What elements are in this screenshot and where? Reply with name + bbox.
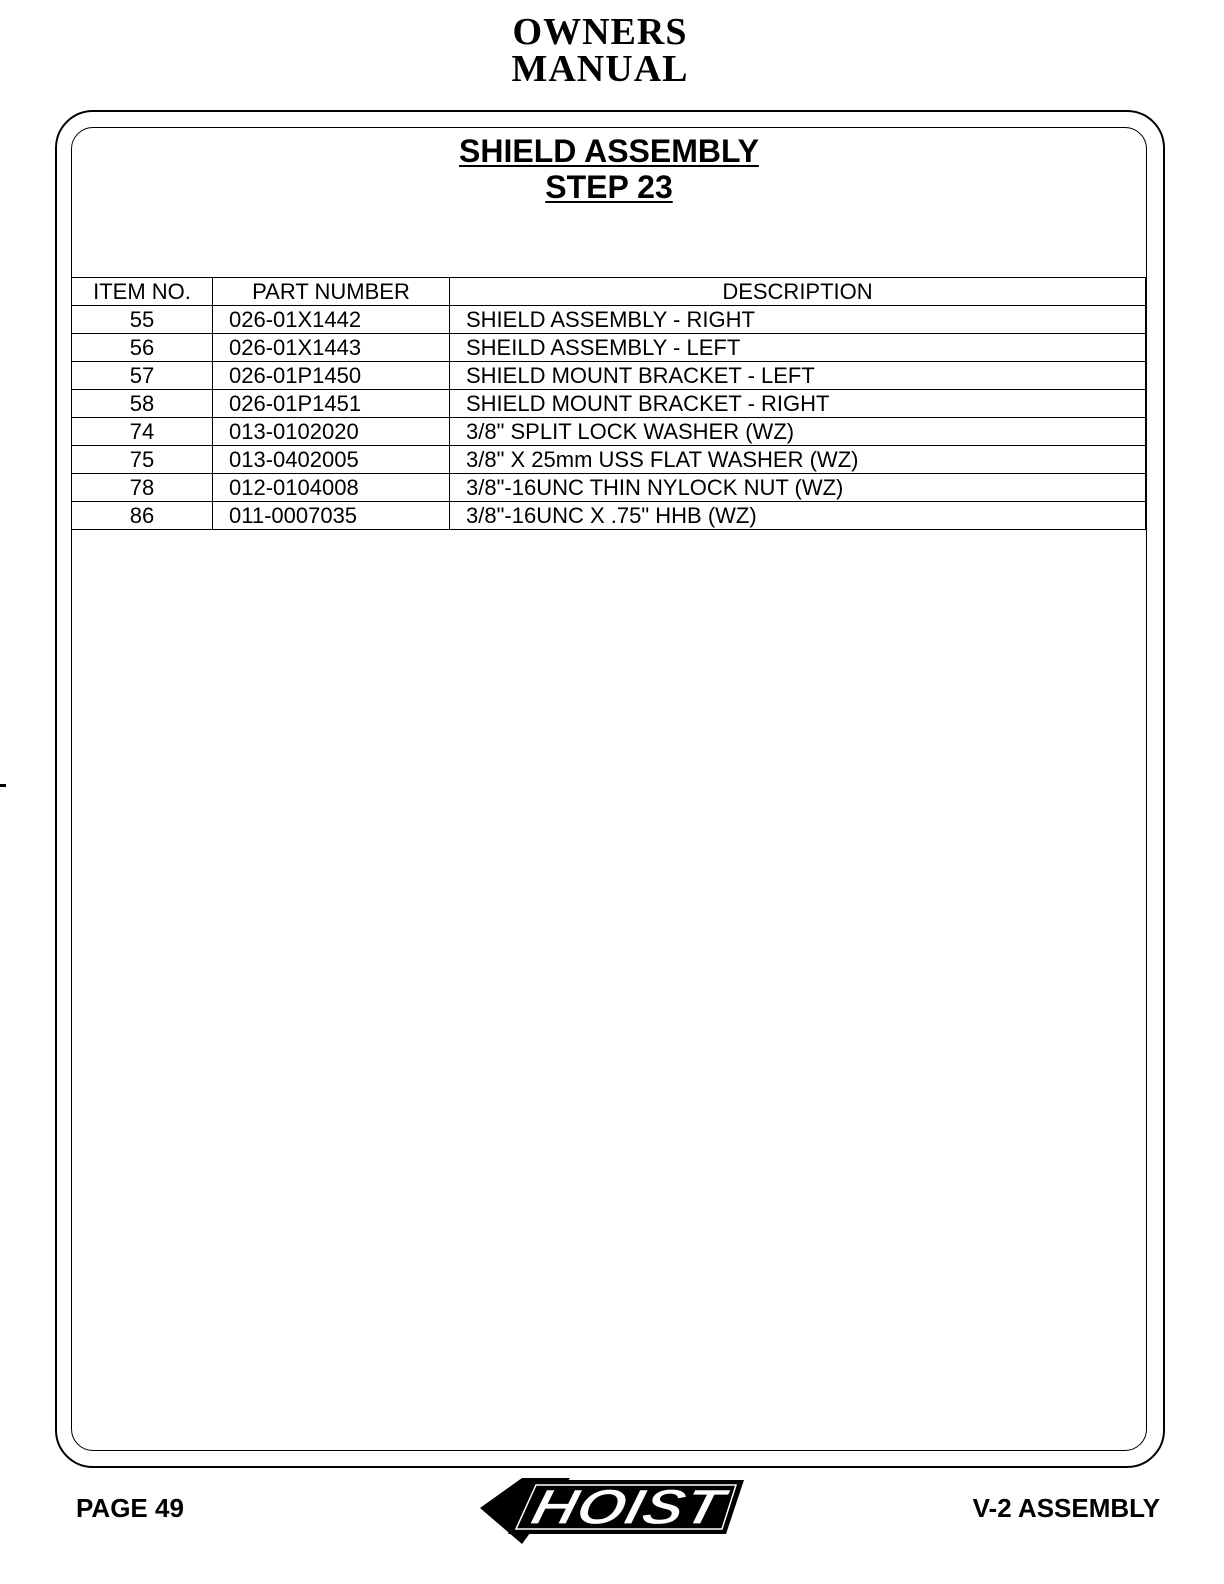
table-row <box>72 390 1146 418</box>
page-number: PAGE 49 <box>76 1493 184 1523</box>
item-no: 58 <box>72 390 213 418</box>
description: 3/8" X 25mm USS FLAT WASHER (WZ) <box>450 446 1146 474</box>
part-number: 026-01X1443 <box>213 334 450 362</box>
item-no: 86 <box>72 502 213 530</box>
header-line-1: OWNERS <box>512 11 688 53</box>
description: SHIELD ASSEMBLY - RIGHT <box>450 306 1146 334</box>
table-row <box>72 334 1146 362</box>
part-number: 013-0102020 <box>213 418 450 446</box>
table-row <box>72 362 1146 390</box>
description: 3/8" SPLIT LOCK WASHER (WZ) <box>450 418 1146 446</box>
parts-table <box>71 277 1146 530</box>
description: 3/8"-16UNC X .75" HHB (WZ) <box>450 502 1146 530</box>
header-description: DESCRIPTION <box>450 278 1146 306</box>
margin-mark <box>0 784 6 787</box>
header-line-2: MANUAL <box>511 48 689 90</box>
item-no: 55 <box>72 306 213 334</box>
header-part-number: PART NUMBER <box>213 278 450 306</box>
description: SHIELD MOUNT BRACKET - RIGHT <box>450 390 1146 418</box>
part-number: 026-01P1451 <box>213 390 450 418</box>
description: 3/8"-16UNC THIN NYLOCK NUT (WZ) <box>450 474 1146 502</box>
table-row <box>72 502 1146 530</box>
hoist-logo <box>474 1474 746 1546</box>
part-number: 013-0402005 <box>213 446 450 474</box>
part-number: 026-01X1442 <box>213 306 450 334</box>
part-number: 012-0104008 <box>213 474 450 502</box>
manual-header <box>0 11 1200 90</box>
section-title-text: SHIELD ASSEMBLY <box>459 133 759 169</box>
item-no: 56 <box>72 334 213 362</box>
header-item-no: ITEM NO. <box>72 278 213 306</box>
section-footer-label: V-2 ASSEMBLY <box>972 1493 1160 1523</box>
table-row <box>72 474 1146 502</box>
step-label: STEP 23 <box>545 169 673 205</box>
table-header-row <box>72 278 1146 306</box>
part-number: 026-01P1450 <box>213 362 450 390</box>
item-no: 74 <box>72 418 213 446</box>
section-title <box>71 133 1147 205</box>
description: SHEILD ASSEMBLY - LEFT <box>450 334 1146 362</box>
part-number: 011-0007035 <box>213 502 450 530</box>
logo-wordmark: HOIST <box>525 1478 693 1535</box>
table-row <box>72 306 1146 334</box>
description: SHIELD MOUNT BRACKET - LEFT <box>450 362 1146 390</box>
item-no: 75 <box>72 446 213 474</box>
item-no: 78 <box>72 474 213 502</box>
table-row <box>72 418 1146 446</box>
table-row <box>72 446 1146 474</box>
item-no: 57 <box>72 362 213 390</box>
